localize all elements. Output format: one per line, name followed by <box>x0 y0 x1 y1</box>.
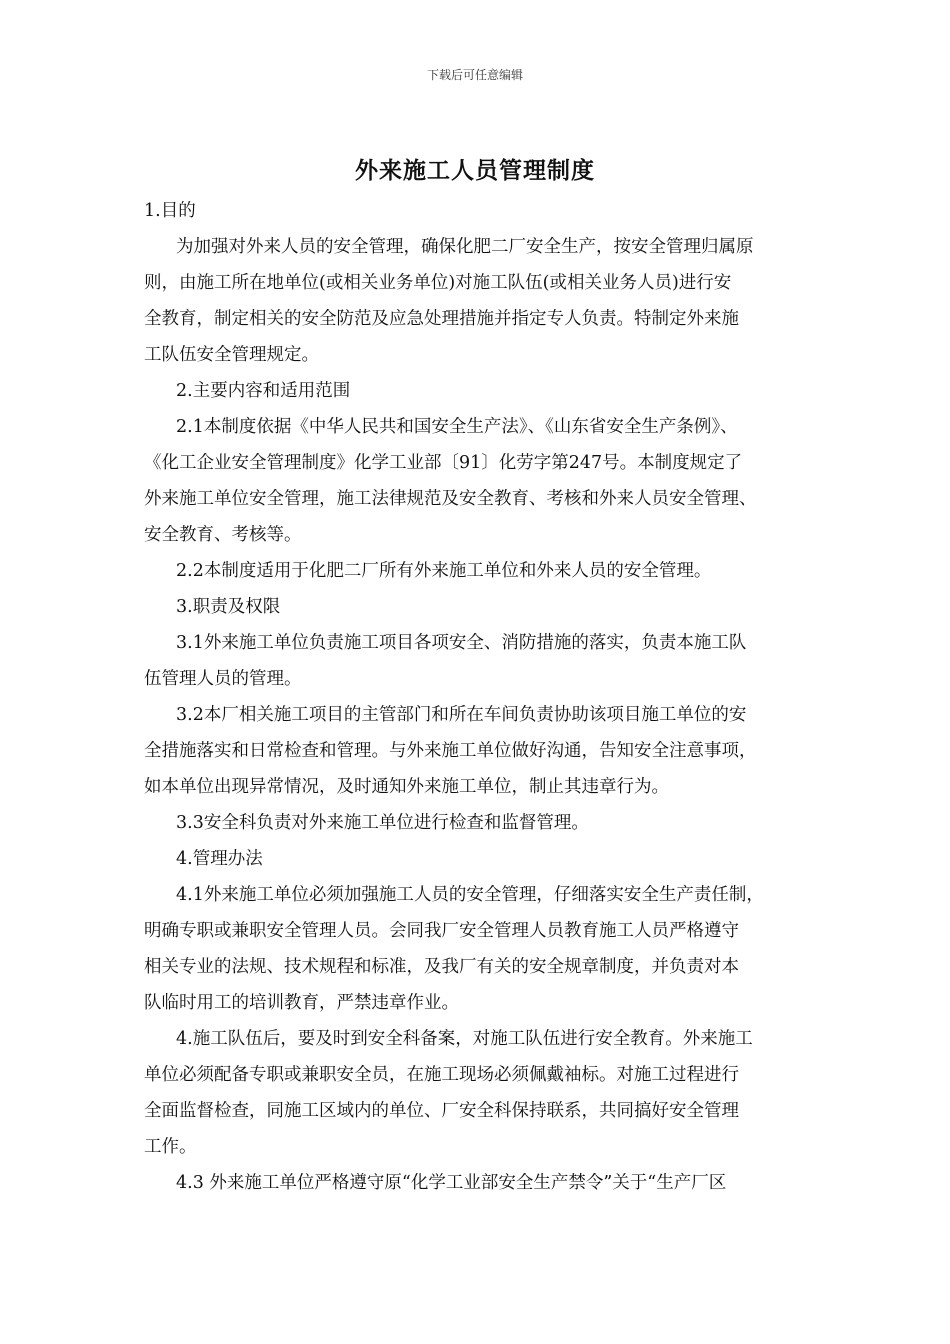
text-line: 3.1外来施工单位负责施工项目各项安全、消防措施的落实，负责本施工队 <box>176 633 747 653</box>
text-line: 明确专职或兼职安全管理人员。会同我厂安全管理人员教育施工人员严格遵守 <box>144 921 739 941</box>
text-line: 4.施工队伍后，要及时到安全科备案，对施工队伍进行安全教育。外来施工 <box>176 1029 753 1049</box>
text-line: 全面监督检查，同施工区域内的单位、厂安全科保持联系，共同搞好安全管理 <box>144 1101 739 1121</box>
text-line: 《化工企业安全管理制度》化学工业部〔91〕化劳字第247号。本制度规定了 <box>144 453 743 473</box>
text-line: 则，由施工所在地单位(或相关业务单位)对施工队伍(或相关业务人员)进行安 <box>144 273 732 293</box>
text-line: 全措施落实和日常检查和管理。与外来施工单位做好沟通，告知安全注意事项， <box>144 741 757 761</box>
text-line: 外来施工单位安全管理，施工法律规范及安全教育、考核和外来人员安全管理、 <box>144 489 757 509</box>
text-line: 相关专业的法规、技术规程和标准，及我厂有关的安全规章制度，并负责对本 <box>144 957 739 977</box>
text-line: 为加强对外来人员的安全管理，确保化肥二厂安全生产，按安全管理归属原 <box>176 237 754 257</box>
text-line: 2.2本制度适用于化肥二厂所有外来施工单位和外来人员的安全管理。 <box>176 561 712 581</box>
text-line: 3.职责及权限 <box>176 597 281 617</box>
text-line: 安全教育、考核等。 <box>144 525 302 545</box>
text-line: 2.主要内容和适用范围 <box>176 381 351 401</box>
header-note: 下载后可任意编辑 <box>426 68 523 82</box>
document-body <box>144 193 834 1201</box>
text-line: 队临时用工的培训教育，严禁违章作业。 <box>144 993 459 1013</box>
text-line: 如本单位出现异常情况，及时通知外来施工单位，制止其违章行为。 <box>144 777 669 797</box>
text-line: 2.1本制度依据《中华人民共和国安全生产法》、《山东省安全生产条例》、 <box>176 417 738 437</box>
text-line: 单位必须配备专职或兼职安全员，在施工现场必须佩戴袖标。对施工过程进行 <box>144 1065 739 1085</box>
text-line: 3.3安全科负责对外来施工单位进行检查和监督管理。 <box>176 813 589 833</box>
document-title: 外来施工人员管理制度 <box>355 157 595 184</box>
text-line: 工作。 <box>144 1137 197 1157</box>
text-line: 4.1外来施工单位必须加强施工人员的安全管理，仔细落实安全生产责任制， <box>176 885 764 905</box>
text-line: 4.3 外来施工单位严格遵守原“化学工业部安全生产禁令”关于“生产厂区 <box>176 1173 727 1193</box>
text-line: 伍管理人员的管理。 <box>144 669 302 689</box>
text-line: 4.管理办法 <box>176 849 263 869</box>
text-line: 全教育，制定相关的安全防范及应急处理措施并指定专人负责。特制定外来施 <box>144 309 739 329</box>
text-line: 工队伍安全管理规定。 <box>144 345 319 365</box>
text-line: 1.目的 <box>144 201 196 221</box>
text-line: 3.2本厂相关施工项目的主管部门和所在车间负责协助该项目施工单位的安 <box>176 705 747 725</box>
